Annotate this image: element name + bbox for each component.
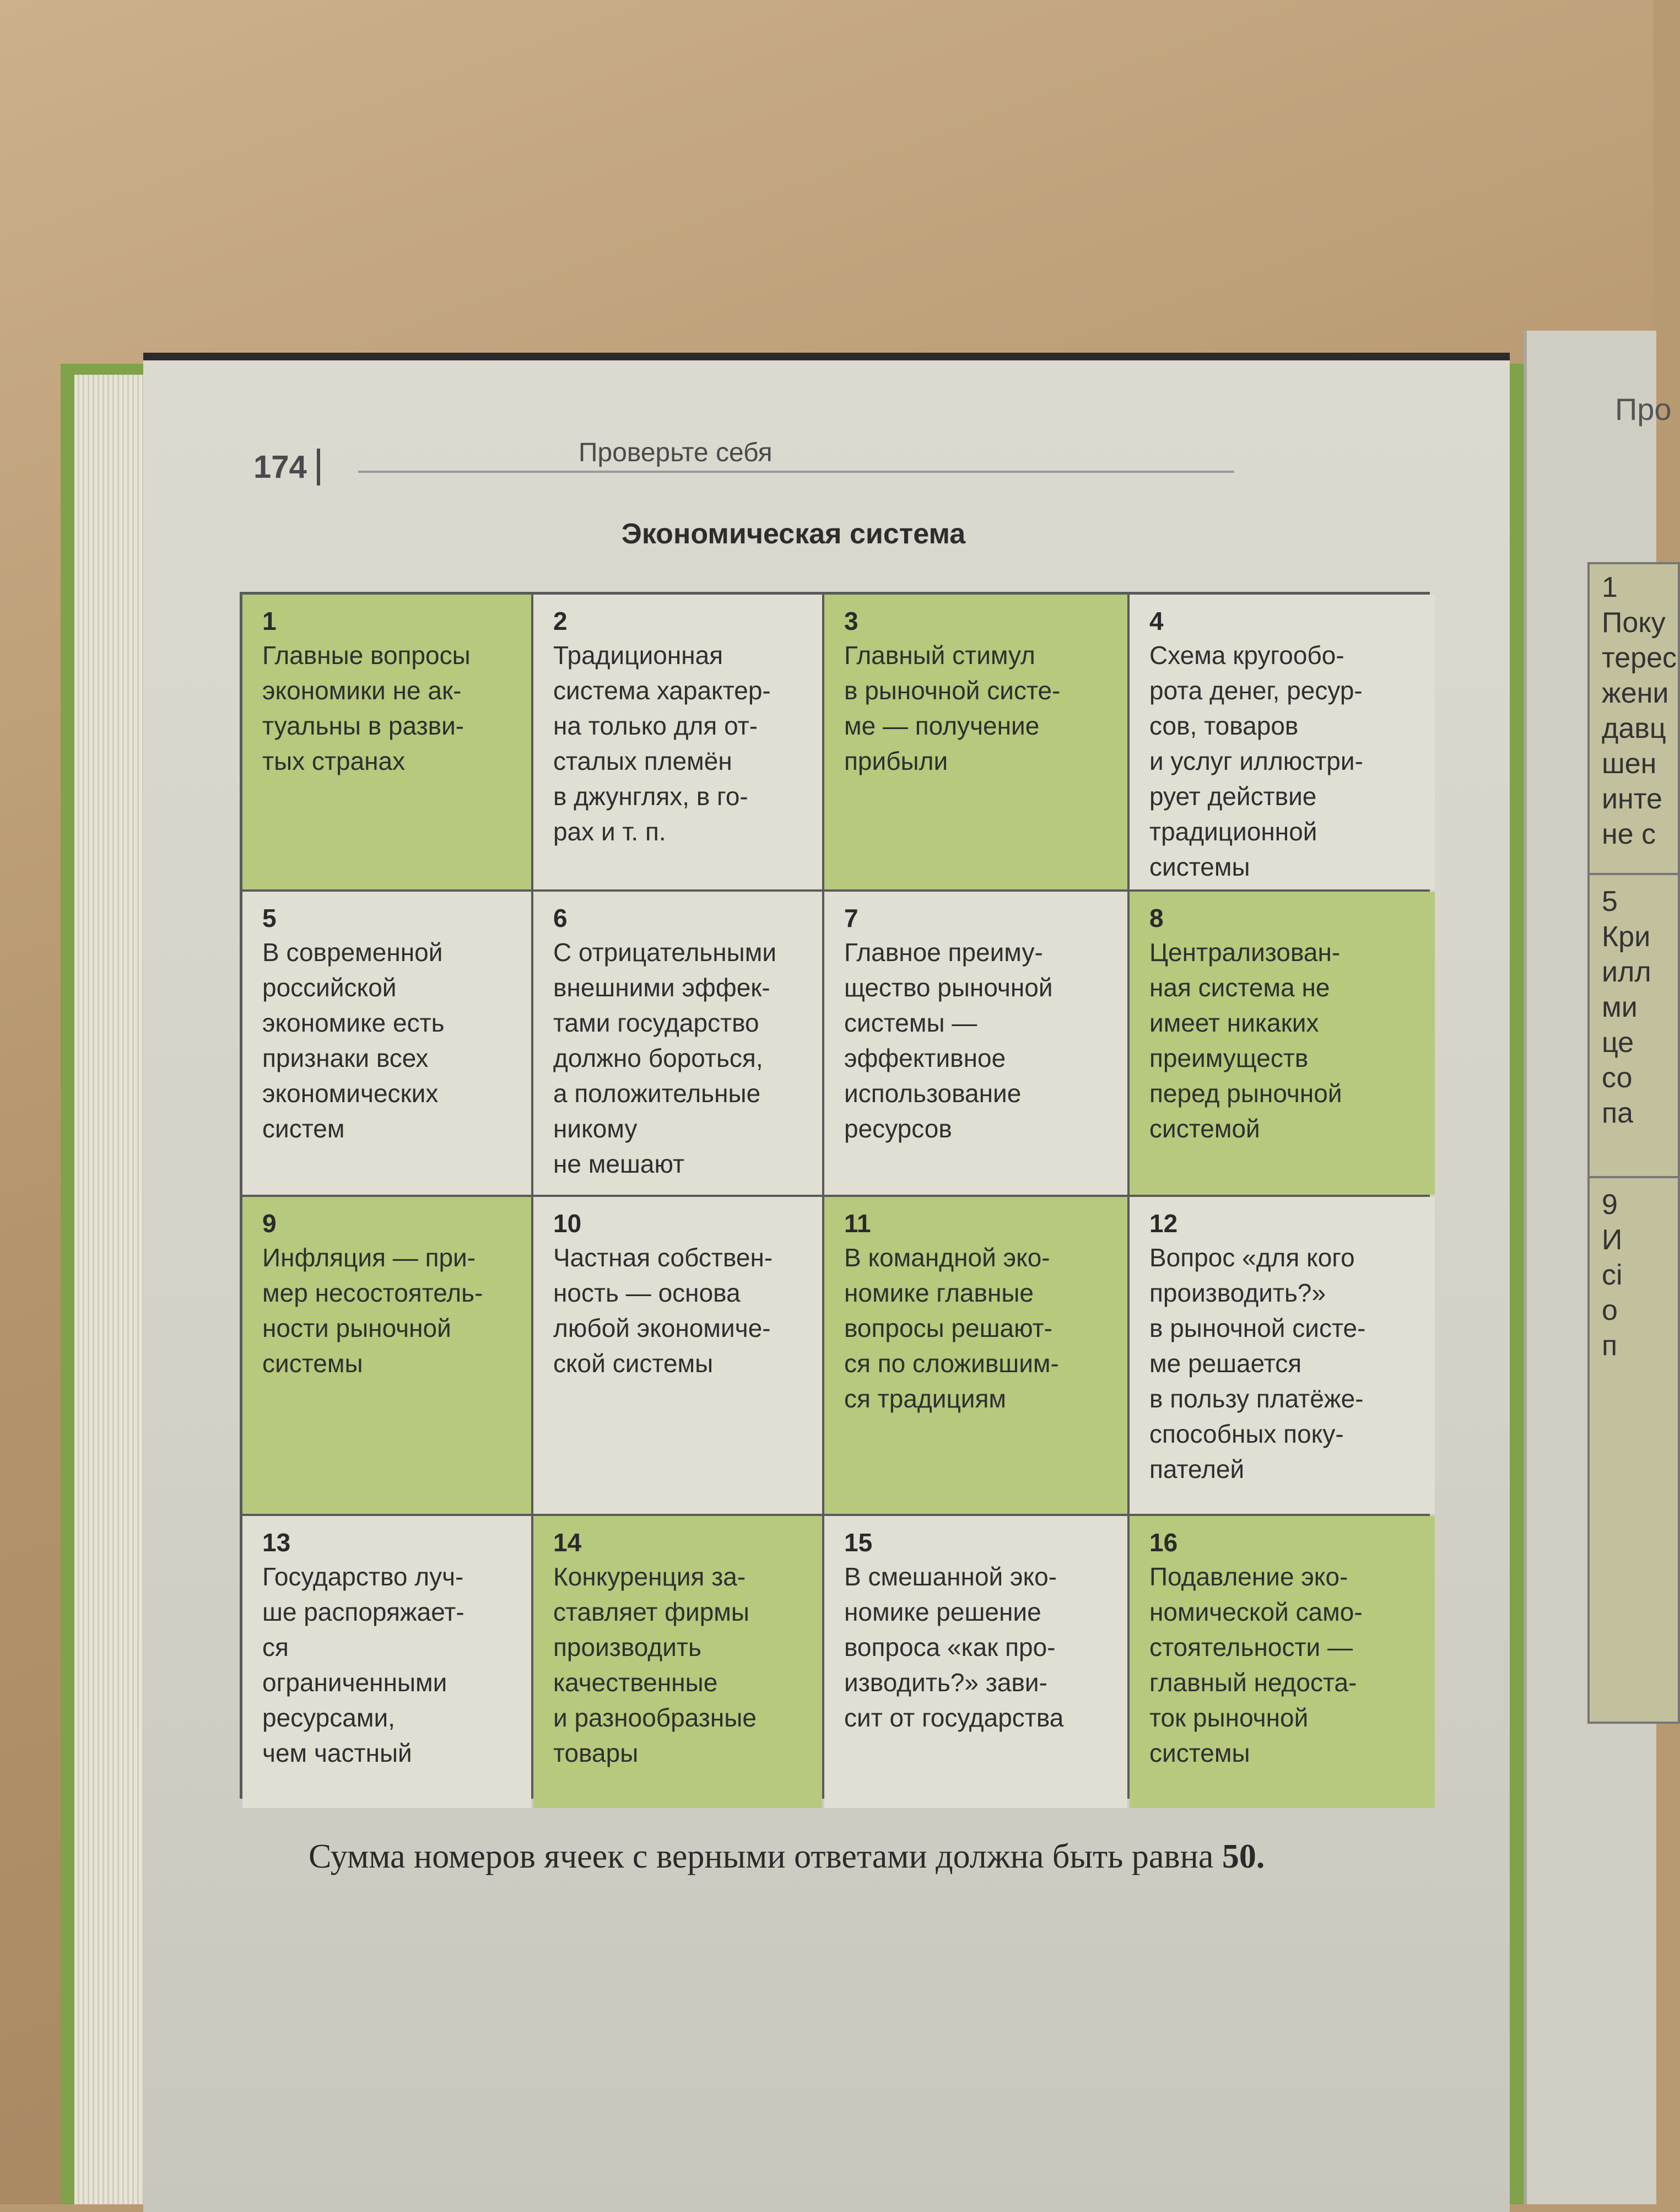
quiz-cell[interactable] <box>1130 1516 1435 1808</box>
quiz-cell[interactable] <box>1130 595 1435 889</box>
quiz-cell[interactable] <box>824 595 1127 889</box>
right-cell-number: 1 <box>1602 571 1618 603</box>
cell-statement: Подавление эко- номической само- стоятельности — главный недоста- ток рыночной системы <box>1149 1562 1363 1767</box>
quiz-cell[interactable] <box>1130 892 1435 1195</box>
quiz-cell[interactable] <box>533 595 822 889</box>
quiz-cell[interactable] <box>533 892 822 1195</box>
right-page-fragment <box>1524 331 1677 2204</box>
answer-sum-value: 50. <box>1222 1838 1265 1875</box>
cell-number: 8 <box>1149 904 1164 932</box>
cell-number: 13 <box>262 1528 291 1557</box>
cell-statement: Инфляция — при- мер несостоятель- ности рыночной системы <box>262 1243 483 1378</box>
cell-statement: В современной российской экономике есть признаки всех экономических систем <box>262 938 445 1143</box>
answer-sum-note <box>309 1837 1438 1876</box>
quiz-cell[interactable] <box>242 1197 531 1514</box>
section-header: Проверьте себя <box>579 438 773 467</box>
right-cell-number: 5 <box>1602 886 1618 918</box>
cell-number: 9 <box>262 1209 277 1238</box>
cell-number: 3 <box>844 607 858 635</box>
cell-statement: Главное преиму- щество рыночной системы — эффективное использование ресурсов <box>844 938 1053 1143</box>
cell-statement: Централизован- ная система не имеет никаких преимуществ перед рыночной системой <box>1149 938 1342 1143</box>
cell-statement: Главные вопросы экономики не ак- туальны в разви- тых странах <box>262 641 471 775</box>
quiz-cell[interactable] <box>1130 1197 1435 1514</box>
cell-statement: В смешанной эко- номике решение вопроса «как про- изводить?» зави- сит от государства <box>844 1562 1064 1732</box>
quiz-cell[interactable] <box>533 1197 822 1514</box>
cell-statement: Традиционная система характер- на только для от- сталых племён в джунглях, в го- рах и т. п. <box>553 641 771 846</box>
right-cell-text: Поку терес жени давц шен инте не с <box>1602 607 1677 850</box>
quiz-grid <box>240 592 1430 1799</box>
cell-statement: Конкуренция за- ставляет фирмы производить качественные и разнообразные товары <box>553 1562 757 1767</box>
right-page-title: Про <box>1615 392 1672 427</box>
quiz-cell[interactable] <box>242 1516 531 1808</box>
cell-number: 12 <box>1149 1209 1178 1238</box>
cell-number: 6 <box>553 904 568 932</box>
cell-number: 4 <box>1149 607 1164 635</box>
cell-statement: В командной эко- номике главные вопросы решают- ся по сложившим- ся традициям <box>844 1243 1059 1413</box>
cell-number: 14 <box>553 1528 582 1557</box>
right-page-grid <box>1587 562 1680 1724</box>
cell-number: 15 <box>844 1528 873 1557</box>
page-title: Экономическая система <box>621 518 966 550</box>
header-rule <box>358 471 1234 473</box>
quiz-cell[interactable] <box>824 892 1127 1195</box>
cell-statement: Вопрос «для кого производить?» в рыночной систе- ме решается в пользу платёже- способных поку- пателей <box>1149 1243 1366 1483</box>
right-cell-divider <box>1590 1176 1678 1178</box>
quiz-cell[interactable] <box>242 595 531 889</box>
cell-statement: Частная собствен- ность — основа любой экономиче- ской системы <box>553 1243 773 1378</box>
cell-number: 11 <box>844 1209 871 1238</box>
right-cell-text: И сі о п <box>1602 1224 1623 1362</box>
cell-statement: С отрицательными внешними эффек- тами государство должно бороться, а положительные никому не мешают <box>553 938 777 1178</box>
right-cell-divider <box>1590 873 1678 875</box>
quiz-cell[interactable] <box>533 1516 822 1808</box>
cell-number: 2 <box>553 607 568 635</box>
book-page <box>143 353 1510 2212</box>
cell-statement: Схема кругообо- рота денег, ресур- сов, товаров и услуг иллюстри- рует действие традиционной системы <box>1149 641 1363 881</box>
right-cell-text: Кри илл ми це со па <box>1602 921 1651 1129</box>
cell-number: 7 <box>844 904 858 932</box>
page-number: 174 <box>253 449 320 485</box>
cell-number: 1 <box>262 607 277 635</box>
quiz-cell[interactable] <box>824 1197 1127 1514</box>
page-edges <box>74 375 152 2204</box>
answer-sum-text: Сумма номеров ячеек с верными ответами должна быть равна <box>309 1838 1214 1875</box>
right-cell-number: 9 <box>1602 1189 1618 1221</box>
cell-number: 5 <box>262 904 277 932</box>
quiz-cell[interactable] <box>242 892 531 1195</box>
quiz-cell[interactable] <box>824 1516 1127 1808</box>
cell-statement: Государство луч- ше распоряжает- ся ограниченными ресурсами, чем частный <box>262 1562 464 1767</box>
cell-statement: Главный стимул в рыночной систе- ме — получение прибыли <box>844 641 1061 775</box>
cell-number: 10 <box>553 1209 582 1238</box>
cell-number: 16 <box>1149 1528 1178 1557</box>
